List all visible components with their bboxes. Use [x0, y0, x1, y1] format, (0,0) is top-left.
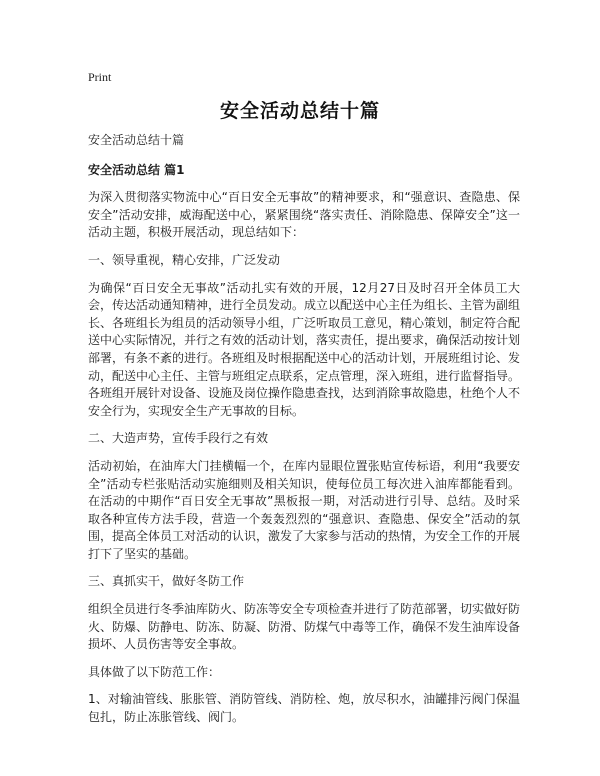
list-intro: 具体做了以下防范工作： [88, 664, 221, 679]
page-title: 安全活动总结十篇 [219, 100, 380, 122]
print-link[interactable]: Print [88, 70, 112, 84]
list-item-1: 1、对输油管线、胀胀管、消防管线、消防栓、炮，放尽积水，油罐排污阀门保温包扎，防止冻胀管线、阀门。 [88, 692, 520, 725]
document-body [88, 132, 520, 737]
subheading-1: 一、领导重视，精心安排，广泛发动 [88, 252, 281, 267]
intro-paragraph: 为深入贯彻落实物流中心“百日安全无事故”的精神要求，和“强意识、查隐患、保安全”活动安排，威海配送中心，紧紧围绕“落实责任、消除隐患、保障安全”这一活动主题，积极开展活动，现总结如下： [88, 190, 520, 240]
subheading-2: 二、大造声势，宣传手段行之有效 [88, 431, 269, 446]
document-subtitle: 安全活动总结十篇 [88, 133, 185, 147]
body-paragraph-3: 组织全员进行冬季油库防火、防冻等安全专项检查并进行了防范部署，切实做好防火、防爆、防静电、防冻、防凝、防滑、防煤气中毒等工作，确保不发生油库设备损坏、人员伤害等安全事故。 [88, 602, 521, 652]
body-paragraph-2: 活动初始，在油库大门挂横幅一个，在库内显眼位置张贴宣传标语，利用“我要安全”活动专栏张贴活动实施细则及相关知识，使每位员工每次进入油库都能看到。在活动的中期作“百日安全无事故”黑板报一期，对活动进行引导、总结。及时采取各种宣传方法手段，营造一个轰轰烈烈的“强意识、查隐患、保安全”活动的氛围，提高全体员工对活动的认识，激发了大家参与活动的热情，为安全工作的开展打下了坚实的基础。 [88, 458, 521, 561]
section-heading: 安全活动总结 篇1 [88, 162, 185, 177]
body-paragraph-1: 为确保“百日安全无事故”活动扎实有效的开展，12月27日及时召开全体员工大会，传达活动通知精神，进行全员发动。成立以配送中心主任为组长、主管为副组长、各班组长为组员的活动领导小组，广泛听取员工意见，精心策划，制定符合配送中心实际情况，并行之有效的活动计划，落实责任，提出要求，确保活动按计划部署，有条不紊的进行。各班组及时根据配送中心的活动计划，开展班组讨论、发动，配送中心主任、主管与班组定点联系，定点管理，深入班组，进行监督指导。各班组开展针对设备、设施及岗位操作隐患查找，达到消除事故隐患，杜绝个人不安全行为，实现安全生产无事故的目标。 [88, 280, 521, 418]
subheading-3: 三、真抓实干，做好冬防工作 [88, 574, 245, 589]
